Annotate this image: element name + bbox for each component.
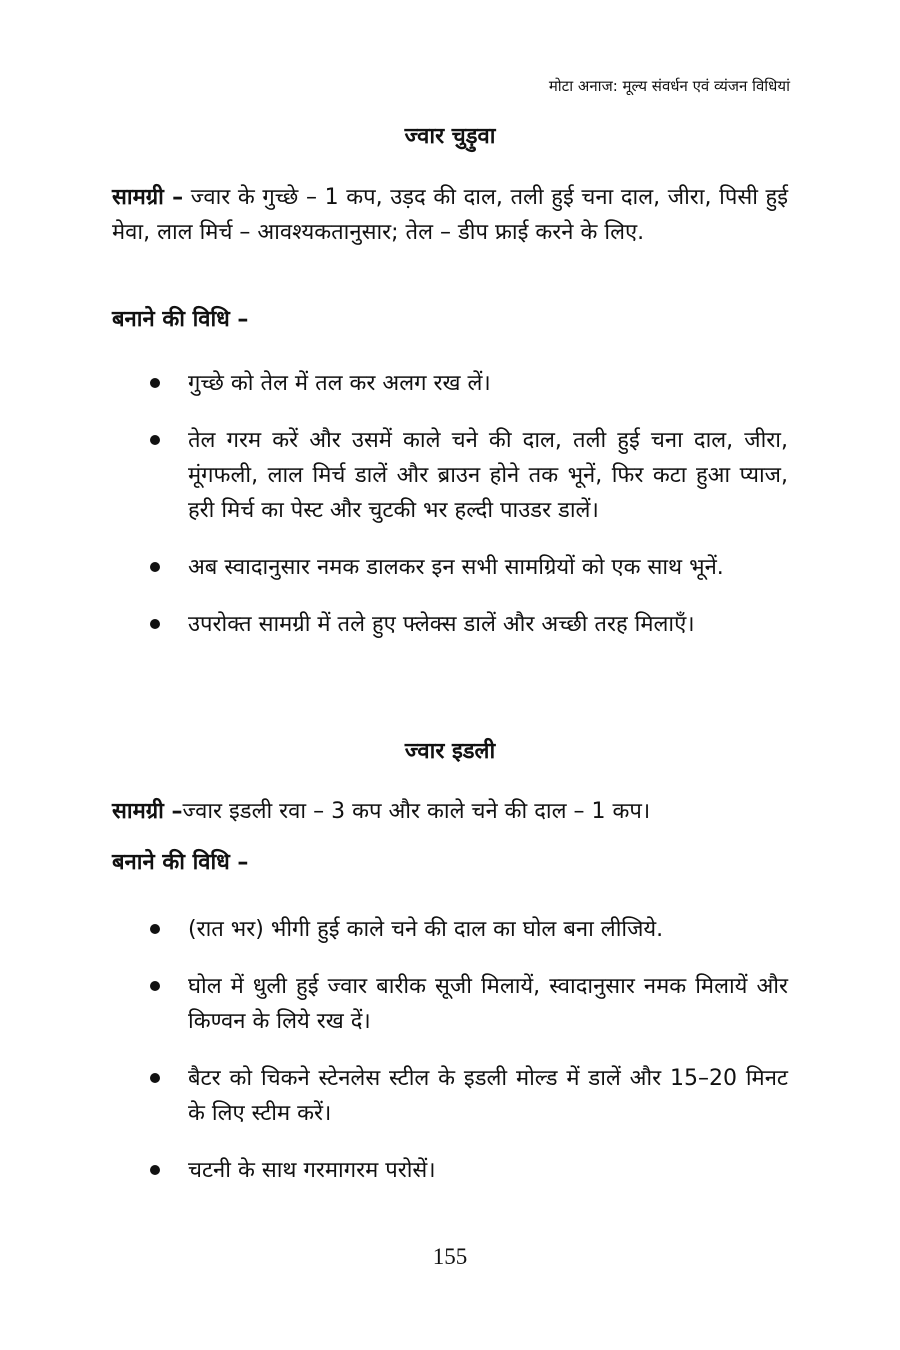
step-text: उपरोक्त सामग्री में तले हुए फ्लेक्स डालें और अच्छी तरह मिलाएँ।	[188, 612, 695, 637]
ingredients-text: ज्वार के गुच्छे – 1 कप, उड़द की दाल, तली हुई चना दाल, जीरा, पिसी हुई मेवा, लाल मिर्च – आवश्यकतानुसार; तेल – डीप फ्राई करने के लिए.	[112, 185, 788, 245]
step-text: (रात भर) भीगी हुई काले चने की दाल का घोल बना लीजिये.	[188, 917, 664, 942]
running-header: मोटा अनाज: मूल्य संवर्धन एवं व्यंजन विधियां	[548, 77, 790, 95]
step-text: घोल में धुली हुई ज्वार बारीक सूजी मिलायें, स्वादानुसार नमक मिलायें और किण्वन के लिये रख दें।	[188, 974, 788, 1034]
page-number: 155	[432, 1244, 468, 1269]
list-item	[112, 1153, 788, 1188]
bullet-icon	[150, 924, 160, 934]
bullet-icon	[150, 1165, 160, 1175]
bullet-icon	[150, 619, 160, 629]
bullet-icon	[150, 378, 160, 388]
ingredients-text: ज्वार इडली रवा – 3 कप और काले चने की दाल – 1 कप।	[182, 799, 651, 824]
recipe-title: ज्वार चुड़ुवा	[404, 124, 496, 149]
step-text: बैटर को चिकने स्टेनलेस स्टील के इडली मोल्ड में डालें और 15–20 मिनट के लिए स्टीम करें।	[188, 1066, 788, 1126]
step-text: गुच्छे को तेल में तल कर अलग रख लें।	[188, 371, 491, 396]
ingredients-label: सामग्री –	[112, 185, 184, 210]
list-item	[112, 1061, 788, 1131]
recipe-title: ज्वार इडली	[404, 739, 496, 764]
step-text: अब स्वादानुसार नमक डालकर इन सभी सामग्रियों को एक साथ भूनें.	[188, 555, 724, 580]
method-steps	[112, 912, 788, 1210]
method-label: बनाने की विधि –	[112, 307, 249, 332]
bullet-icon	[150, 981, 160, 991]
ingredients-label: सामग्री –	[112, 799, 183, 824]
list-item	[112, 912, 788, 947]
ingredients-paragraph	[112, 794, 788, 829]
step-text: चटनी के साथ गरमागरम परोसें।	[188, 1158, 436, 1183]
bullet-icon	[150, 435, 160, 445]
list-item	[112, 969, 788, 1039]
list-item	[112, 550, 788, 585]
step-text: तेल गरम करें और उसमें काले चने की दाल, तली हुई चना दाल, जीरा, मूंगफली, लाल मिर्च डालें और ब्राउन होने तक भूनें, फिर कटा हुआ प्याज, हरी मिर्च का पेस्ट और चुटकी भर हल्दी पाउडर डालें।	[188, 428, 788, 523]
ingredients-paragraph	[112, 180, 788, 250]
method-steps	[112, 366, 788, 664]
list-item	[112, 423, 788, 528]
list-item	[112, 366, 788, 401]
list-item	[112, 607, 788, 642]
bullet-icon	[150, 1073, 160, 1083]
method-label: बनाने की विधि –	[112, 850, 249, 875]
bullet-icon	[150, 562, 160, 572]
